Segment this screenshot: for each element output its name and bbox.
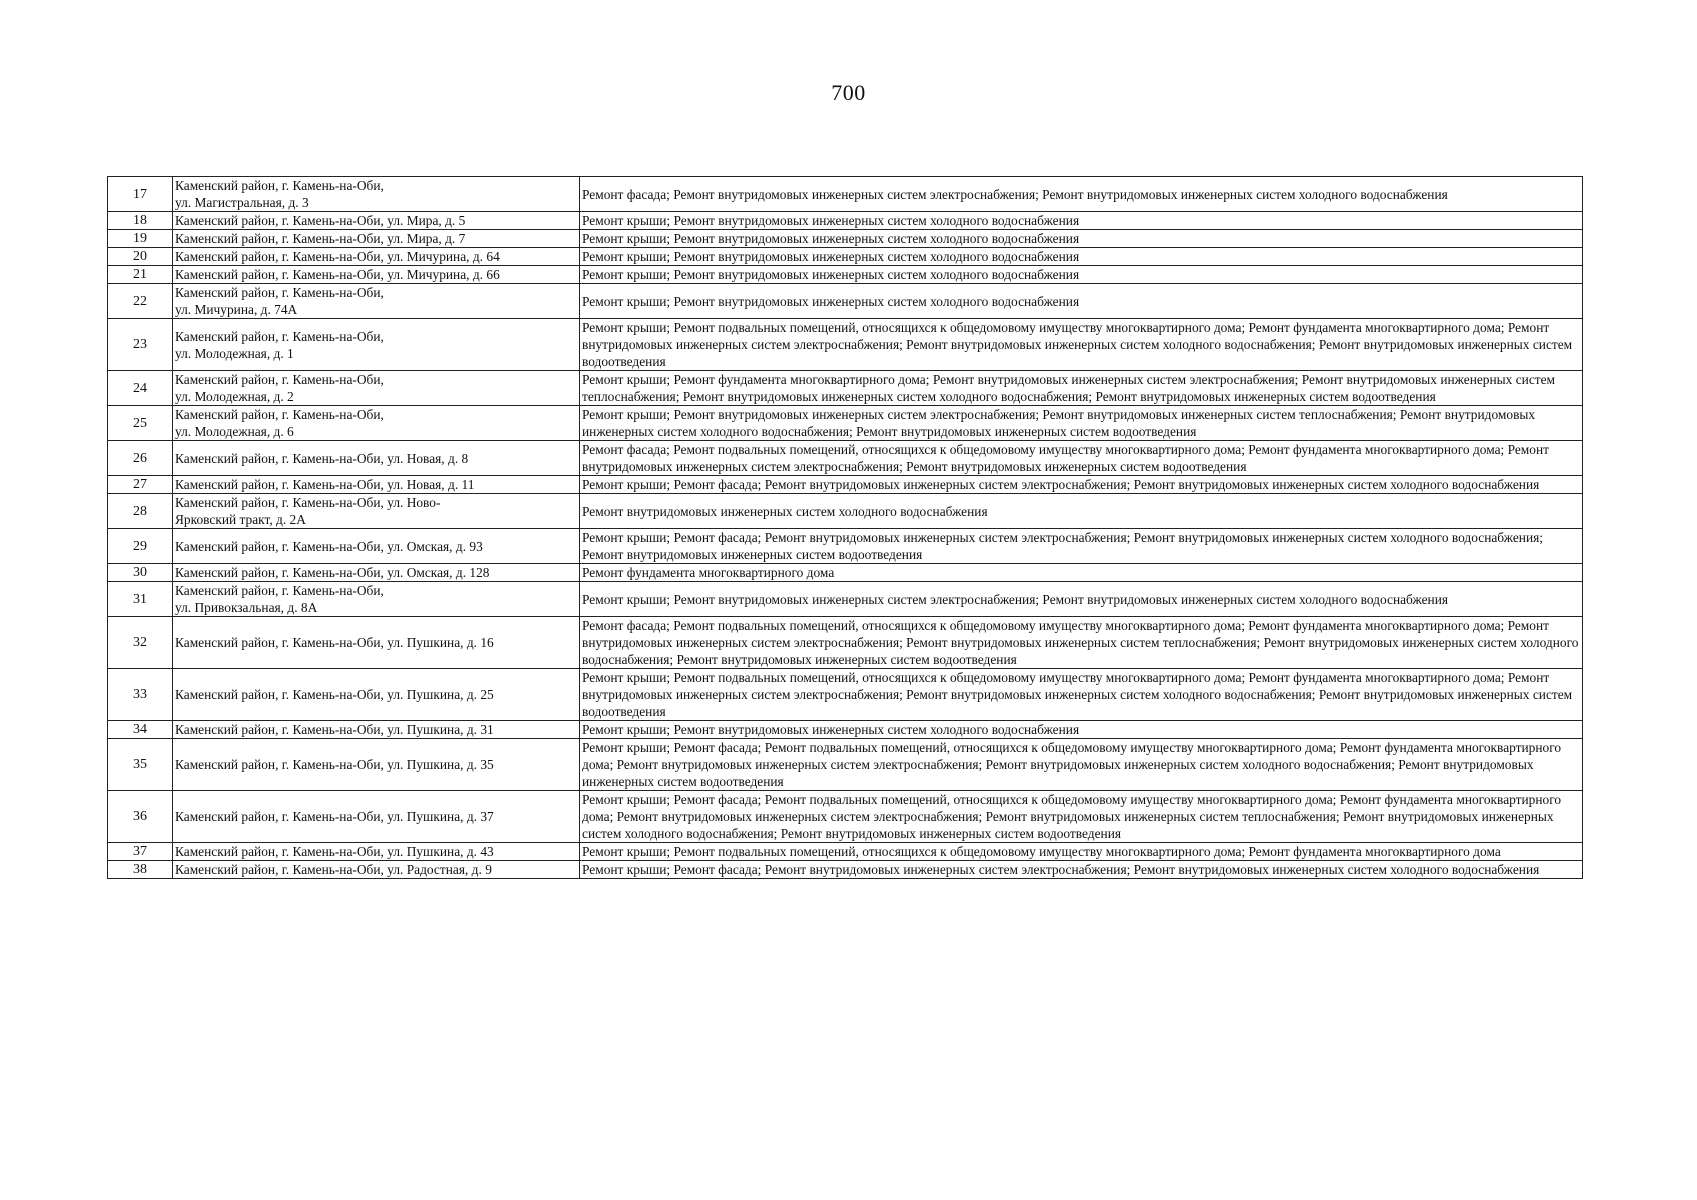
- row-number-cell: 24: [108, 371, 173, 406]
- table-row: [108, 476, 1583, 494]
- row-number-cell: 38: [108, 861, 173, 879]
- row-number-cell: 36: [108, 791, 173, 843]
- row-number-cell: 18: [108, 212, 173, 230]
- row-number-cell: 30: [108, 564, 173, 582]
- works-cell: Ремонт крыши; Ремонт фасада; Ремонт подвальных помещений, относящихся к общедомовому имуществу многоквартирного дома; Ремонт фундамента многоквартирного дома; Ремонт внутридомовых инженерных систем электроснабжения; Ремонт внутридомовых инженерных систем теплоснабжения; Ремонт внутридомовых инженерных систем холодного водоснабжения; Ремонт внутридомовых инженерных систем водоотведения: [580, 791, 1583, 843]
- works-cell: Ремонт крыши; Ремонт внутридомовых инженерных систем холодного водоснабжения: [580, 721, 1583, 739]
- table-row: [108, 177, 1583, 212]
- table-row: [108, 617, 1583, 669]
- table-row: [108, 284, 1583, 319]
- address-cell: Каменский район, г. Камень-на-Оби, ул. Молодежная, д. 2: [173, 371, 580, 406]
- table-body: [108, 177, 1583, 879]
- row-number-cell: 37: [108, 843, 173, 861]
- works-cell: Ремонт крыши; Ремонт внутридомовых инженерных систем холодного водоснабжения: [580, 212, 1583, 230]
- address-cell: Каменский район, г. Камень-на-Оби, ул. Пушкина, д. 43: [173, 843, 580, 861]
- table-row: [108, 529, 1583, 564]
- works-cell: Ремонт крыши; Ремонт внутридомовых инженерных систем холодного водоснабжения: [580, 266, 1583, 284]
- row-number-cell: 34: [108, 721, 173, 739]
- works-cell: Ремонт крыши; Ремонт фасада; Ремонт внутридомовых инженерных систем электроснабжения; Ремонт внутридомовых инженерных систем холодного водоснабжения: [580, 476, 1583, 494]
- address-cell: Каменский район, г. Камень-на-Оби, ул. Омская, д. 93: [173, 529, 580, 564]
- row-number-cell: 26: [108, 441, 173, 476]
- works-cell: Ремонт крыши; Ремонт внутридомовых инженерных систем холодного водоснабжения: [580, 248, 1583, 266]
- address-cell: Каменский район, г. Камень-на-Оби, ул. Новая, д. 8: [173, 441, 580, 476]
- row-number-cell: 23: [108, 319, 173, 371]
- table-row: [108, 669, 1583, 721]
- works-cell: Ремонт крыши; Ремонт внутридомовых инженерных систем электроснабжения; Ремонт внутридомовых инженерных систем теплоснабжения; Ремонт внутридомовых инженерных систем холодного водоснабжения; Ремонт внутридомовых инженерных систем водоотведения: [580, 406, 1583, 441]
- row-number-cell: 33: [108, 669, 173, 721]
- works-cell: Ремонт крыши; Ремонт фасада; Ремонт внутридомовых инженерных систем электроснабжения; Ремонт внутридомовых инженерных систем холодного водоснабжения: [580, 861, 1583, 879]
- table-row: [108, 441, 1583, 476]
- row-number-cell: 22: [108, 284, 173, 319]
- table-row: [108, 266, 1583, 284]
- address-cell: Каменский район, г. Камень-на-Оби, ул. Мичурина, д. 64: [173, 248, 580, 266]
- address-cell: Каменский район, г. Камень-на-Оби, ул. Пушкина, д. 25: [173, 669, 580, 721]
- works-cell: Ремонт крыши; Ремонт фасада; Ремонт подвальных помещений, относящихся к общедомовому имуществу многоквартирного дома; Ремонт фундамента многоквартирного дома; Ремонт внутридомовых инженерных систем электроснабжения; Ремонт внутридомовых инженерных систем холодного водоснабжения; Ремонт внутридомовых инженерных систем водоотведения: [580, 739, 1583, 791]
- row-number-cell: 35: [108, 739, 173, 791]
- address-cell: Каменский район, г. Камень-на-Оби, ул. Молодежная, д. 1: [173, 319, 580, 371]
- table-row: [108, 582, 1583, 617]
- table-row: [108, 406, 1583, 441]
- table-row: [108, 494, 1583, 529]
- row-number-cell: 29: [108, 529, 173, 564]
- row-number-cell: 32: [108, 617, 173, 669]
- address-cell: Каменский район, г. Камень-на-Оби, ул. Мира, д. 7: [173, 230, 580, 248]
- row-number-cell: 27: [108, 476, 173, 494]
- table-row: [108, 564, 1583, 582]
- works-cell: Ремонт крыши; Ремонт фасада; Ремонт внутридомовых инженерных систем электроснабжения; Ремонт внутридомовых инженерных систем холодного водоснабжения; Ремонт внутридомовых инженерных систем водоотведения: [580, 529, 1583, 564]
- works-cell: Ремонт крыши; Ремонт подвальных помещений, относящихся к общедомовому имуществу многоквартирного дома; Ремонт фундамента многоквартирного дома; Ремонт внутридомовых инженерных систем электроснабжения; Ремонт внутридомовых инженерных систем холодного водоснабжения; Ремонт внутридомовых инженерных систем водоотведения: [580, 669, 1583, 721]
- address-cell: Каменский район, г. Камень-на-Оби, ул. Магистральная, д. 3: [173, 177, 580, 212]
- row-number-cell: 28: [108, 494, 173, 529]
- row-number-cell: 19: [108, 230, 173, 248]
- works-cell: Ремонт внутридомовых инженерных систем холодного водоснабжения: [580, 494, 1583, 529]
- table-row: [108, 371, 1583, 406]
- table-row: [108, 861, 1583, 879]
- address-cell: Каменский район, г. Камень-на-Оби, ул. Мира, д. 5: [173, 212, 580, 230]
- address-cell: Каменский район, г. Камень-на-Оби, ул. Привокзальная, д. 8А: [173, 582, 580, 617]
- address-cell: Каменский район, г. Камень-на-Оби, ул. Радостная, д. 9: [173, 861, 580, 879]
- table-row: [108, 791, 1583, 843]
- table-row: [108, 248, 1583, 266]
- address-cell: Каменский район, г. Камень-на-Оби, ул. Пушкина, д. 16: [173, 617, 580, 669]
- page-number: 700: [831, 80, 866, 105]
- address-cell: Каменский район, г. Камень-на-Оби, ул. Мичурина, д. 74А: [173, 284, 580, 319]
- works-cell: Ремонт крыши; Ремонт внутридомовых инженерных систем холодного водоснабжения: [580, 230, 1583, 248]
- address-cell: Каменский район, г. Камень-на-Оби, ул. Мичурина, д. 66: [173, 266, 580, 284]
- table-row: [108, 739, 1583, 791]
- works-cell: Ремонт фундамента многоквартирного дома: [580, 564, 1583, 582]
- works-cell: Ремонт крыши; Ремонт внутридомовых инженерных систем холодного водоснабжения: [580, 284, 1583, 319]
- address-cell: Каменский район, г. Камень-на-Оби, ул. Ново- Ярковский тракт, д. 2А: [173, 494, 580, 529]
- address-cell: Каменский район, г. Камень-на-Оби, ул. Новая, д. 11: [173, 476, 580, 494]
- repair-works-table: [107, 176, 1583, 879]
- row-number-cell: 31: [108, 582, 173, 617]
- works-cell: Ремонт фасада; Ремонт внутридомовых инженерных систем электроснабжения; Ремонт внутридомовых инженерных систем холодного водоснабжения: [580, 177, 1583, 212]
- works-cell: Ремонт фасада; Ремонт подвальных помещений, относящихся к общедомовому имуществу многоквартирного дома; Ремонт фундамента многоквартирного дома; Ремонт внутридомовых инженерных систем электроснабжения; Ремонт внутридомовых инженерных систем теплоснабжения; Ремонт внутридомовых инженерных систем холодного водоснабжения; Ремонт внутридомовых инженерных систем водоотведения: [580, 617, 1583, 669]
- row-number-cell: 21: [108, 266, 173, 284]
- row-number-cell: 20: [108, 248, 173, 266]
- table-row: [108, 212, 1583, 230]
- address-cell: Каменский район, г. Камень-на-Оби, ул. Пушкина, д. 37: [173, 791, 580, 843]
- address-cell: Каменский район, г. Камень-на-Оби, ул. Молодежная, д. 6: [173, 406, 580, 441]
- works-cell: Ремонт крыши; Ремонт внутридомовых инженерных систем электроснабжения; Ремонт внутридомовых инженерных систем холодного водоснабжения: [580, 582, 1583, 617]
- row-number-cell: 17: [108, 177, 173, 212]
- address-cell: Каменский район, г. Камень-на-Оби, ул. Пушкина, д. 35: [173, 739, 580, 791]
- row-number-cell: 25: [108, 406, 173, 441]
- table-row: [108, 843, 1583, 861]
- address-cell: Каменский район, г. Камень-на-Оби, ул. Омская, д. 128: [173, 564, 580, 582]
- address-cell: Каменский район, г. Камень-на-Оби, ул. Пушкина, д. 31: [173, 721, 580, 739]
- table-row: [108, 230, 1583, 248]
- table-row: [108, 319, 1583, 371]
- table-row: [108, 721, 1583, 739]
- works-cell: Ремонт фасада; Ремонт подвальных помещений, относящихся к общедомовому имуществу многоквартирного дома; Ремонт фундамента многоквартирного дома; Ремонт внутридомовых инженерных систем электроснабжения; Ремонт внутридомовых инженерных систем водоотведения: [580, 441, 1583, 476]
- works-cell: Ремонт крыши; Ремонт подвальных помещений, относящихся к общедомовому имуществу многоквартирного дома; Ремонт фундамента многоквартирного дома; Ремонт внутридомовых инженерных систем электроснабжения; Ремонт внутридомовых инженерных систем холодного водоснабжения; Ремонт внутридомовых инженерных систем водоотведения: [580, 319, 1583, 371]
- works-cell: Ремонт крыши; Ремонт фундамента многоквартирного дома; Ремонт внутридомовых инженерных систем электроснабжения; Ремонт внутридомовых инженерных систем теплоснабжения; Ремонт внутридомовых инженерных систем холодного водоснабжения; Ремонт внутридомовых инженерных систем водоотведения: [580, 371, 1583, 406]
- works-cell: Ремонт крыши; Ремонт подвальных помещений, относящихся к общедомовому имуществу многоквартирного дома; Ремонт фундамента многоквартирного дома: [580, 843, 1583, 861]
